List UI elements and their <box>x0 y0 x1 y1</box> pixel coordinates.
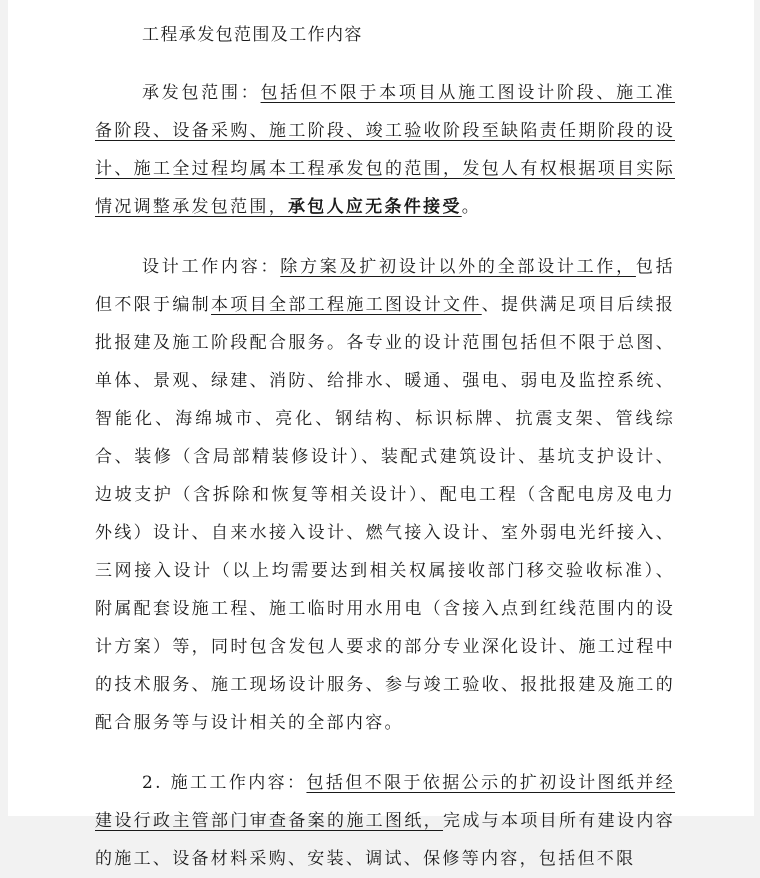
construction-work-rest: 完成与本项目所有建设内容的施工、设备材料采购、安装、调试、保修等内容，包括但不限 <box>95 811 675 869</box>
contract-scope-label: 承发包范围： <box>142 83 261 103</box>
section-heading: 工程承发包范围及工作内容 <box>142 25 363 45</box>
construction-work-label: 2. 施工工作内容： <box>142 773 307 793</box>
contract-scope-emphasis: 承包人应无条件接受 <box>288 197 462 217</box>
design-work-rest: 、提供满足项目后续报批报建及施工阶段配合服务。各专业的设计范围包括但不限于总图、单体、景观、绿建、消防、给排水、暖通、强电、弱电及监控系统、智能化、海绵城市、亮化、钢结构、标识标牌、抗震支架、管线综合、装修（含局部精装修设计）、装配式建筑设计、基坑支护设计、边坡支护（含拆除和恢复等相关设计）、配电工程（含配电房及电力外线）设计、自来水接入设计、燃气接入设计、室外弱电光纤接入、三网接入设计（以上均需要达到相关权属接收部门移交验收标准）、附属配套设施工程、施工临时用水用电（含接入点到红线范围内的设计方案）等，同时包含发包人要求的部分专业深化设计、施工过程中的技术服务、施工现场设计服务、参与竣工验收、报批报建及施工的配合服务等与设计相关的全部内容。 <box>95 295 676 733</box>
document-content <box>95 16 675 878</box>
construction-work-underline: 包括但不限于依据公示的扩初设计图纸并经建设行政主管部门审查备案的施工图纸， <box>95 773 676 831</box>
contract-scope-period: 。 <box>461 197 482 217</box>
paragraph-construction-work <box>95 764 675 878</box>
document-page <box>8 0 754 869</box>
design-work-text-1: 包括但不限于编制 <box>95 257 675 315</box>
design-work-label: 设计工作内容： <box>142 257 281 277</box>
design-work-underline-2: 本项目全部工程施工图设计文件 <box>211 295 482 315</box>
paragraph-design-work <box>95 248 675 742</box>
paragraph-contract-scope <box>95 74 675 226</box>
contract-scope-text: 包括但不限于本项目从施工图设计阶段、施工准备阶段、设备采购、施工阶段、竣工验收阶段至缺陷责任期阶段的设计、施工全过程均属本工程承发包的范围，发包人有权根据项目实际情况调整承发包范围， <box>95 83 675 217</box>
contract-scope-body <box>95 83 675 217</box>
design-work-underline-1: 除方案及扩初设计以外的全部设计工作， <box>280 257 636 277</box>
